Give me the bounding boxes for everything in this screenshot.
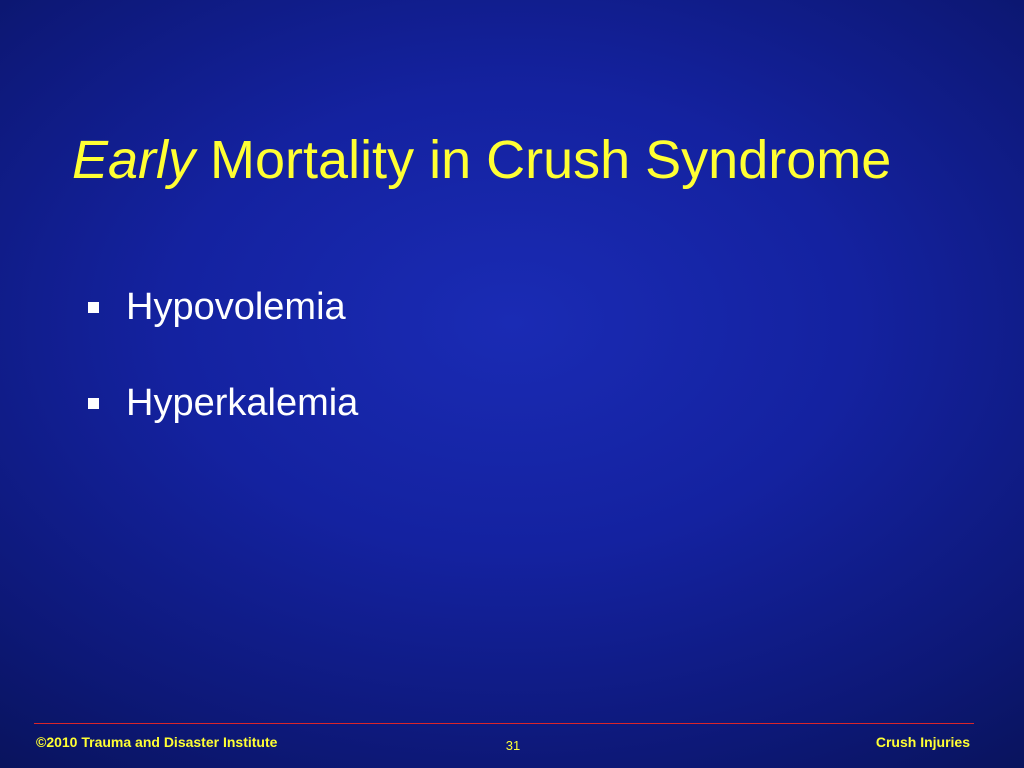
footer-topic: Crush Injuries	[875, 734, 970, 750]
slide-title	[72, 128, 891, 192]
slide-title-emphasis: Early	[72, 130, 196, 190]
footer-copyright: ©2010 Trauma and Disaster Institute	[36, 734, 278, 750]
footer-divider	[34, 723, 974, 724]
square-bullet-icon	[88, 398, 99, 409]
bullet-item	[88, 378, 358, 428]
square-bullet-icon	[88, 302, 99, 313]
bullet-text-hypovolemia: Hypovolemia	[126, 286, 346, 328]
bullet-item	[88, 282, 358, 332]
page-number: 31	[505, 738, 521, 753]
bullet-text-hyperkalemia: Hyperkalemia	[126, 382, 359, 424]
slide-title-text: Mortality in Crush Syndrome	[195, 130, 892, 190]
bullet-list	[88, 282, 358, 474]
